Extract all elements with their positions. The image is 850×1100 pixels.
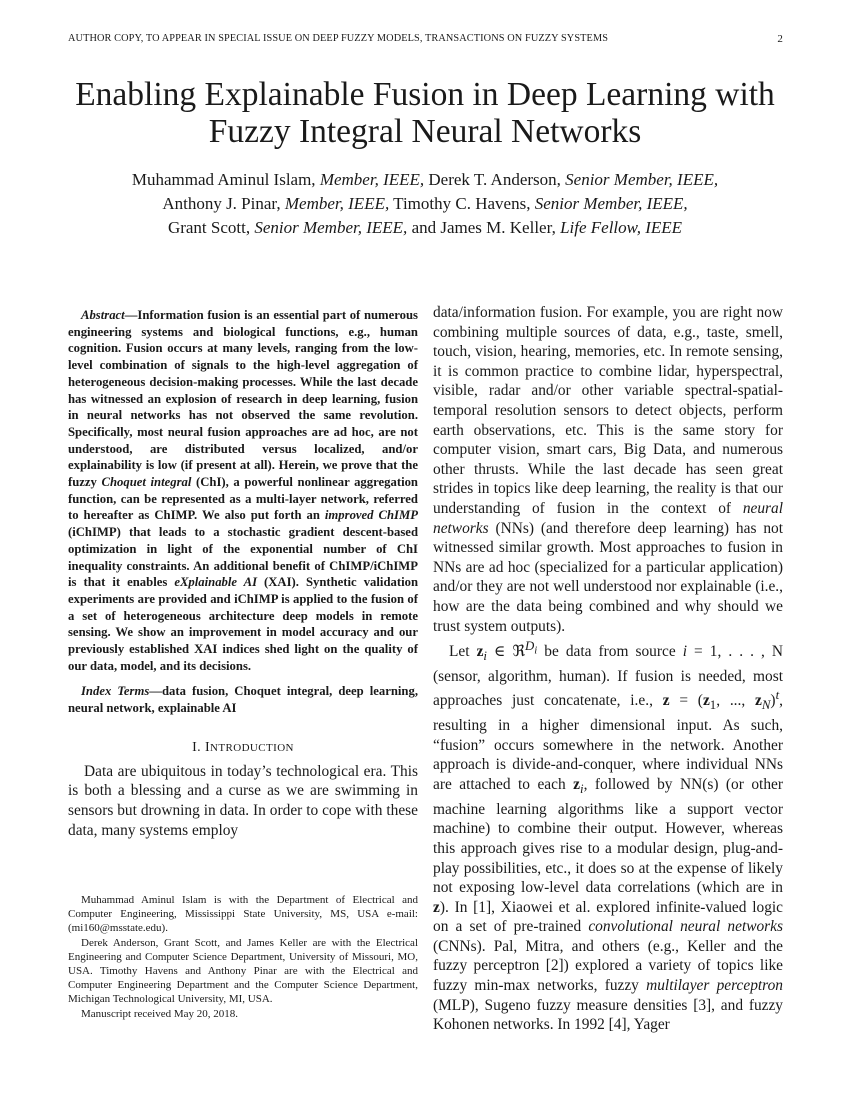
author-name: Muhammad Aminul Islam, — [131, 170, 316, 189]
left-column — [68, 307, 418, 840]
index-terms-label: Index Terms — [81, 684, 150, 699]
author-name: and James M. Keller, — [411, 218, 556, 237]
right-column — [433, 303, 783, 1035]
author-name: Derek T. Anderson, — [428, 170, 561, 189]
author-role: Member, IEEE, — [319, 170, 425, 189]
author-line-1 — [0, 168, 850, 192]
footnote-affiliation-2: Derek Anderson, Grant Scott, and James Keller are with the Electrical Engineering and Computer Science Department, University of Missouri, MO, USA. Timothy Havens and Anthony Pinar are with the Electrical and Computer Engineering Department and the Computer Science Department, Michigan Technological University, MI, USA. — [68, 936, 418, 1006]
author-name: Grant Scott, — [167, 218, 251, 237]
author-list — [0, 168, 850, 240]
index-terms: Index Terms—data fusion, Choquet integral, deep learning, neural network, explainable AI — [68, 684, 418, 716]
author-role: Member, IEEE, — [284, 194, 390, 213]
author-role: Senior Member, IEEE, — [534, 194, 688, 213]
footnotes — [68, 893, 418, 1021]
paper-title — [0, 76, 850, 150]
footnote-manuscript-date: Manuscript received May 20, 2018. — [81, 1007, 239, 1020]
footnote-affiliation-1: Muhammad Aminul Islam is with the Department of Electrical and Computer Engineering, Mississippi State University, MS, USA e-mail: (mi160@msstate.edu). — [68, 894, 418, 935]
intro-paragraph: Data are ubiquitous in today’s technological era. This is both a blessing and a curse as we are swimming in sensors but drowning in data. In order to cope with these data, many systems employ — [68, 762, 418, 839]
author-line-3 — [0, 216, 850, 240]
author-role: Senior Member, IEEE, — [254, 218, 408, 237]
author-name: Timothy C. Havens, — [393, 194, 531, 213]
author-line-2 — [0, 192, 850, 216]
title-line-1: Enabling Explainable Fusion in Deep Learning with — [75, 76, 775, 113]
abstract: Abstract—Information fusion is an essential part of numerous engineering systems and biological functions, e.g., human cognition. Fusion occurs at many levels, ranging from the low-level combination of signals to the high-level aggregation of heterogeneous decision-making processes. While the last decade has witnessed an explosion of research in deep learning, fusion in neural networks has not observed the same revolution. Specifically, most neural fusion approaches are ad hoc, are not understood, are distributed versus localized, and/or explainability is low (if present at all). Herein, we prove that the fuzzy Choquet integral (ChI), a powerful nonlinear aggregation function, can be represented as a multi-layer network, referred to hereafter as ChIMP. We also put forth an improved ChIMP (iChIMP) that leads to a stochastic gradient descent-based optimization in light of the exponential number of ChI inequality constraints. An additional benefit of ChIMP/iChIMP is that it enables eXplainable AI (XAI). Synthetic validation experiments are provided and iChIMP is applied to the fusion of a set of heterogeneous architecture deep models in remote sensing. We show an improvement in model accuracy and our previously established XAI indices shed light on the quality of our data, model, and its decisions. — [68, 308, 418, 673]
author-role: Senior Member, IEEE, — [565, 170, 719, 189]
author-role: Life Fellow, IEEE — [560, 218, 683, 237]
section-heading: I. INTRODUCTION — [192, 739, 294, 755]
page-number: 2 — [777, 33, 783, 45]
running-head-text: AUTHOR COPY, TO APPEAR IN SPECIAL ISSUE ON DEEP FUZZY MODELS, TRANSACTIONS ON FUZZY SYSTEMS — [68, 33, 609, 44]
body-paragraph: data/information fusion. For example, you are right now combining multiple sources of data, e.g., taste, smell, touch, vision, hearing, memories, etc. In remote sensing, it is common practice to combine lidar, hyperspectral, visible, radar and/or other variable spectral-spatial-temporal resolution sensors to detect objects, perform earth observations, etc. This is the same story for computer vision, smart cars, Big Data, and numerous other thrusts. While the last decade has seen great strides in topics like deep learning, the reality is that our understanding of fusion in the context of neural networks (NNs) (and therefore deep learning) has not witnessed similar growth. Most approaches to fusion in NNs are ad hoc (specialized for a particular application) and/or they are not well understood nor explainable (i.e., how are the data being combined and why should we trust system outputs). — [433, 304, 783, 635]
body-paragraph: Let $z_i$ ∈ ℜ$^{D_i}$ be data from source i = 1, . . . , N (sensor, algorithm, human). If fusion is needed, most approaches just concatenate, i.e., $z = (z_1$, ..., $z_N)^t$, resulting in a higher dimensional input. As such, “fusion” occurs somewhere in the network. Another approach is divide-and-conquer, where individual NNs are attached to each $z_i$, followed by NN(s) (or other machine learning algorithms like a support vector machine) to combine their output. However, whereas this approach gives rise to a modular design, plug-and-play possibilities, etc., it does so at the expense of likely not exposing low-level data correlations (which are in z). In [1], Xiaowei et al. explored infinite-valued logic on a set of pre-trained convolutional neural networks (CNNs). Pal, Mitra, and others (e.g., Keller and the fuzzy perceptron [2]) explored a variety of topics like fuzzy min-max networks, fuzzy multilayer perceptron (MLP), Sugeno fuzzy measure densities [3], and fuzzy Kohonen networks. In 1992 [4], Yager — [433, 639, 784, 1034]
abstract-label: Abstract — [81, 308, 125, 322]
title-line-2: Fuzzy Integral Neural Networks — [208, 113, 642, 150]
running-head — [68, 33, 783, 49]
author-name: Anthony J. Pinar, — [162, 194, 281, 213]
